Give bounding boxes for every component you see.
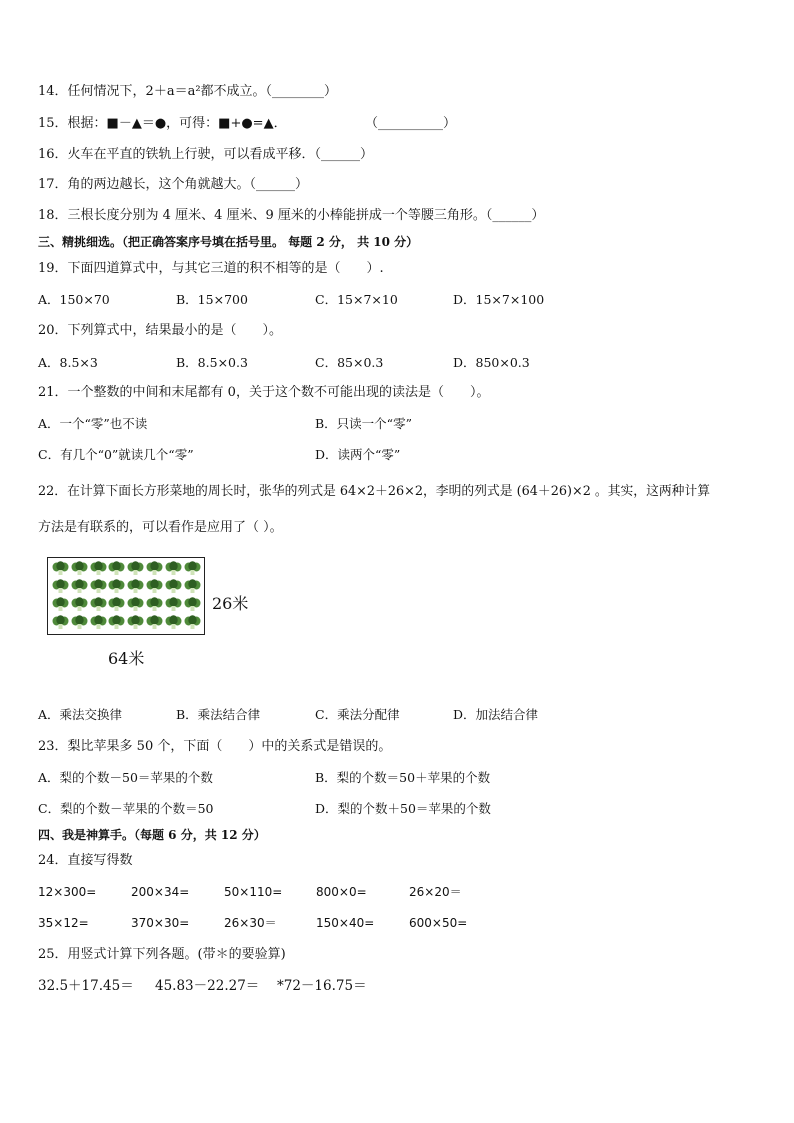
question-15-answer-blank: （__________） (365, 116, 457, 131)
q24-item: 26×20＝ (409, 885, 462, 899)
vegetable-icon (165, 597, 182, 612)
q21-option-d: D．读两个“零” (315, 447, 401, 462)
q21-option-b: B．只读一个“零” (315, 416, 412, 431)
vegetable-field-rectangle (47, 557, 205, 635)
q24-item: 12×300= (38, 885, 97, 899)
q20-option-c: C．85×0.3 (315, 355, 384, 370)
q19-option-b: B．15×700 (176, 292, 248, 307)
q21-option-a: A．一个“零”也不读 (38, 416, 148, 431)
vegetable-icon (71, 579, 88, 594)
q20-option-b: B．8.5×0.3 (176, 355, 248, 370)
q24-item: 150×40= (316, 916, 375, 930)
vegetable-icon (146, 579, 163, 594)
q20-option-a: A．8.5×3 (38, 355, 98, 370)
vegetable-icon (90, 579, 107, 594)
q25-item: 32.5＋17.45＝ (38, 978, 134, 994)
vegetable-icon (127, 561, 144, 576)
vegetable-icon (52, 597, 69, 612)
q19-option-a: A．150×70 (38, 292, 110, 307)
section-3-heading: 三、精挑细选。（把正确答案序号填在括号里。 每题 2 分， 共 10 分） (38, 235, 419, 249)
question-20: 20．下列算式中，结果最小的是（ ）。 (38, 323, 283, 338)
question-18: 18．三根长度分别为 4 厘米、4 厘米、9 厘米的小棒能拼成一个等腰三角形。（______） (38, 208, 545, 223)
q24-item: 200×34= (131, 885, 190, 899)
vegetable-icon (71, 615, 88, 630)
question-21: 21．一个整数的中间和末尾都有 0，关于这个数不可能出现的读法是（ ）。 (38, 385, 490, 400)
question-22-line-1: 22．在计算下面长方形菜地的周长时，张华的列式是 64×2＋26×2，李明的列式是 (64＋26)×2 。其实，这两种计算 (38, 484, 711, 499)
vegetable-icon (108, 561, 125, 576)
vegetable-icon (127, 579, 144, 594)
vegetable-icon (184, 597, 201, 612)
vegetable-icon (184, 579, 201, 594)
vegetable-icon (108, 615, 125, 630)
vegetable-icon (184, 561, 201, 576)
vegetable-icon (146, 561, 163, 576)
q23-option-c: C．梨的个数－苹果的个数＝50 (38, 801, 214, 816)
vegetable-icon (52, 561, 69, 576)
q25-item: 45.83－22.27＝ (155, 978, 260, 994)
q23-option-a: A．梨的个数－50＝苹果的个数 (38, 770, 213, 785)
q23-option-b: B．梨的个数＝50＋苹果的个数 (315, 770, 491, 785)
field-width-label: 26米 (212, 594, 249, 613)
q24-item: 35×12= (38, 916, 89, 930)
vegetable-icon (52, 579, 69, 594)
q23-option-d: D．梨的个数＋50＝苹果的个数 (315, 801, 491, 816)
question-25: 25．用竖式计算下列各题。(带＊的要验算) (38, 947, 286, 962)
q19-option-d: D．15×7×100 (453, 292, 545, 307)
vegetable-icon (184, 615, 201, 630)
q25-item: *72－16.75＝ (277, 978, 367, 994)
field-length-label: 64米 (108, 649, 145, 668)
vegetable-icon (127, 615, 144, 630)
vegetable-icon (71, 597, 88, 612)
q24-item: 26×30＝ (224, 916, 277, 930)
question-24: 24．直接写得数 (38, 853, 133, 868)
question-15: 15．根据：■－▲＝●，可得：■+●=▲． (38, 116, 287, 131)
vegetable-icon (52, 615, 69, 630)
q19-option-c: C．15×7×10 (315, 292, 398, 307)
vegetable-icon (90, 615, 107, 630)
q22-option-d: D．加法结合律 (453, 707, 539, 722)
question-23: 23．梨比苹果多 50 个，下面（ ）中的关系式是错误的。 (38, 739, 392, 754)
question-17: 17．角的两边越长，这个角就越大。（______） (38, 177, 309, 192)
vegetable-icon (90, 597, 107, 612)
q22-option-a: A．乘法交换律 (38, 707, 123, 722)
q20-option-d: D．850×0.3 (453, 355, 530, 370)
vegetable-icon (127, 597, 144, 612)
q24-item: 600×50= (409, 916, 468, 930)
q22-option-c: C．乘法分配律 (315, 707, 400, 722)
question-22-line-2: 方法是有联系的，可以看作是应用了（ ）。 (38, 520, 283, 535)
q24-item: 370×30= (131, 916, 190, 930)
vegetable-icon (90, 561, 107, 576)
section-4-heading: 四、我是神算手。（每题 6 分，共 12 分） (38, 828, 266, 842)
question-14: 14．任何情况下，2＋a＝a²都不成立。（________） (38, 84, 338, 99)
vegetable-icon (146, 615, 163, 630)
q22-option-b: B．乘法结合律 (176, 707, 261, 722)
vegetable-icon (165, 615, 182, 630)
vegetable-icon (108, 597, 125, 612)
q21-option-c: C．有几个“0”就读几个“零” (38, 447, 194, 462)
q24-item: 800×0= (316, 885, 367, 899)
question-19: 19．下面四道算式中，与其它三道的积不相等的是（ ）. (38, 261, 384, 276)
vegetable-icon (108, 579, 125, 594)
vegetable-icon (165, 579, 182, 594)
question-16: 16．火车在平直的铁轨上行驶，可以看成平移．（______） (38, 147, 374, 162)
vegetable-icon (146, 597, 163, 612)
vegetable-icon (71, 561, 88, 576)
q24-item: 50×110= (224, 885, 283, 899)
vegetable-icon (165, 561, 182, 576)
